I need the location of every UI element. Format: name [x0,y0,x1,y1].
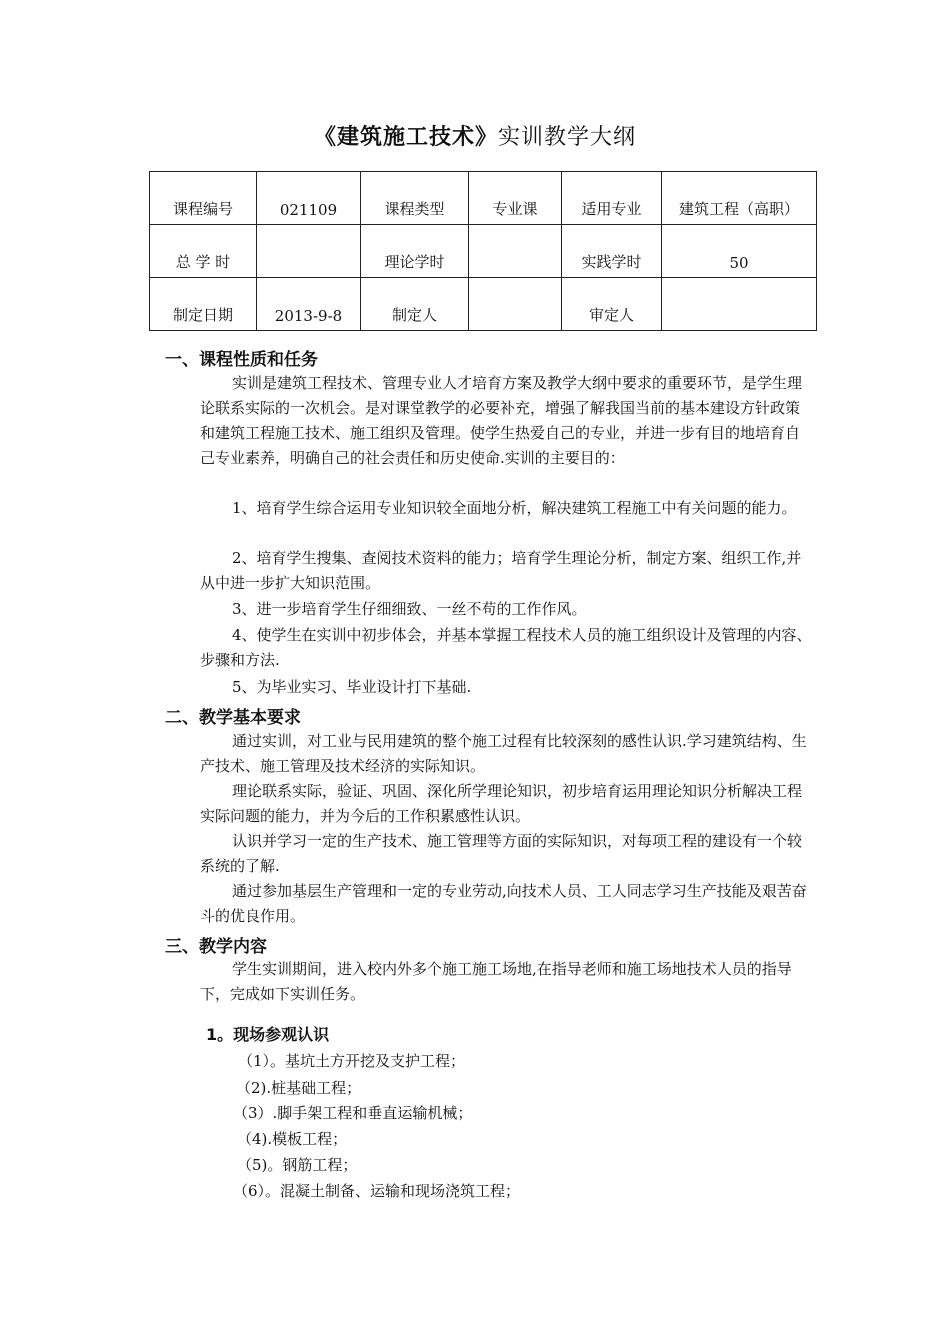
course-info-table [149,171,817,331]
table-cell: 专业课 [469,172,562,225]
table-cell [662,278,817,331]
table-cell [257,225,361,278]
page-title [0,120,950,151]
table-cell: 适用专业 [562,172,662,225]
section3-intro: 学生实训期间，进入校内外多个施工施工场地,在指导老师和施工场地技术人员的指导下，完成如下实训任务。 [200,960,792,1003]
table-cell [469,278,562,331]
list-item: （5)。钢筋工程； [237,1156,358,1174]
table-cell: 制定日期 [150,278,257,331]
goal-item: 1、培育学生综合运用专业知识较全面地分析，解决建筑工程施工中有关问题的能力。 [232,499,797,517]
table-cell: 021109 [257,172,361,225]
section-heading-content: 三、教学内容 [165,937,267,957]
list-item: （1）。基坑土方开挖及支护工程； [238,1052,466,1070]
requirement-paragraph: 认识并学习一定的生产技术、施工管理等方面的实际知识，对每项工程的建设有一个较系统的了解. [200,832,803,875]
table-cell: 50 [662,225,817,278]
table-cell: 2013-9-8 [257,278,361,331]
subsection-heading: 1。现场参观认识 [206,1025,330,1044]
list-item: （6）。混凝土制备、运输和现场浇筑工程； [233,1182,521,1200]
table-cell: 建筑工程（高职） [662,172,817,225]
requirement-paragraph: 通过参加基层生产管理和一定的专业劳动,向技术人员、工人同志学习生产技能及艰苦奋斗的优良作用。 [200,882,807,925]
list-item: （2).桩基础工程； [236,1079,362,1097]
table-cell: 实践学时 [562,225,662,278]
goal-item: 4、使学生在实训中初步体会，并基本掌握工程技术人员的施工组织设计及管理的内容、步骤和方法. [200,626,812,669]
goal-item: 3、进一步培育学生仔细细致、一丝不苟的工作作风。 [232,600,587,618]
title-suffix: 实训教学大纲 [498,125,637,150]
section1-intro: 实训是建筑工程技术、管理专业人才培育方案及教学大纲中要求的重要环节，是学生理论联系实际的一次机会。是对课堂教学的必要补充，增强了解我国当前的基本建设方针政策和建筑工程施工技术、施工组织及管理。使学生热爱自己的专业，并进一步有目的地培育自己专业素养，明确自己的社会责任和历史使命.实训的主要目的： [200,374,803,467]
table-row [150,278,817,331]
table-cell: 制定人 [361,278,469,331]
table-cell: 总 学 时 [150,225,257,278]
table-cell: 审定人 [562,278,662,331]
list-item: （4).模板工程； [237,1130,348,1148]
table-cell: 课程类型 [361,172,469,225]
table-row [150,225,817,278]
list-item: （3）.脚手架工程和垂直运输机械； [233,1104,473,1122]
table-cell: 理论学时 [361,225,469,278]
table-cell: 课程编号 [150,172,257,225]
goal-item: 2、培育学生搜集、查阅技术资料的能力；培育学生理论分析，制定方案、组织工作,并从中进一步扩大知识范围。 [200,549,802,592]
table-row [150,172,817,225]
goal-item: 5、为毕业实习、毕业设计打下基础. [232,678,472,696]
section-heading-nature: 一、课程性质和任务 [165,350,318,370]
requirement-paragraph: 理论联系实际，验证、巩固、深化所学理论知识，初步培育运用理论知识分析解决工程实际问题的能力，并为今后的工作积累感性认识。 [200,782,803,825]
requirement-paragraph: 通过实训，对工业与民用建筑的整个施工过程有比较深刻的感性认识.学习建筑结构、生产技术、施工管理及技术经济的实际知识。 [200,732,807,775]
table-cell [469,225,562,278]
section-heading-requirements: 二、教学基本要求 [165,708,301,728]
title-course-name: 《建筑施工技术》 [313,125,498,150]
